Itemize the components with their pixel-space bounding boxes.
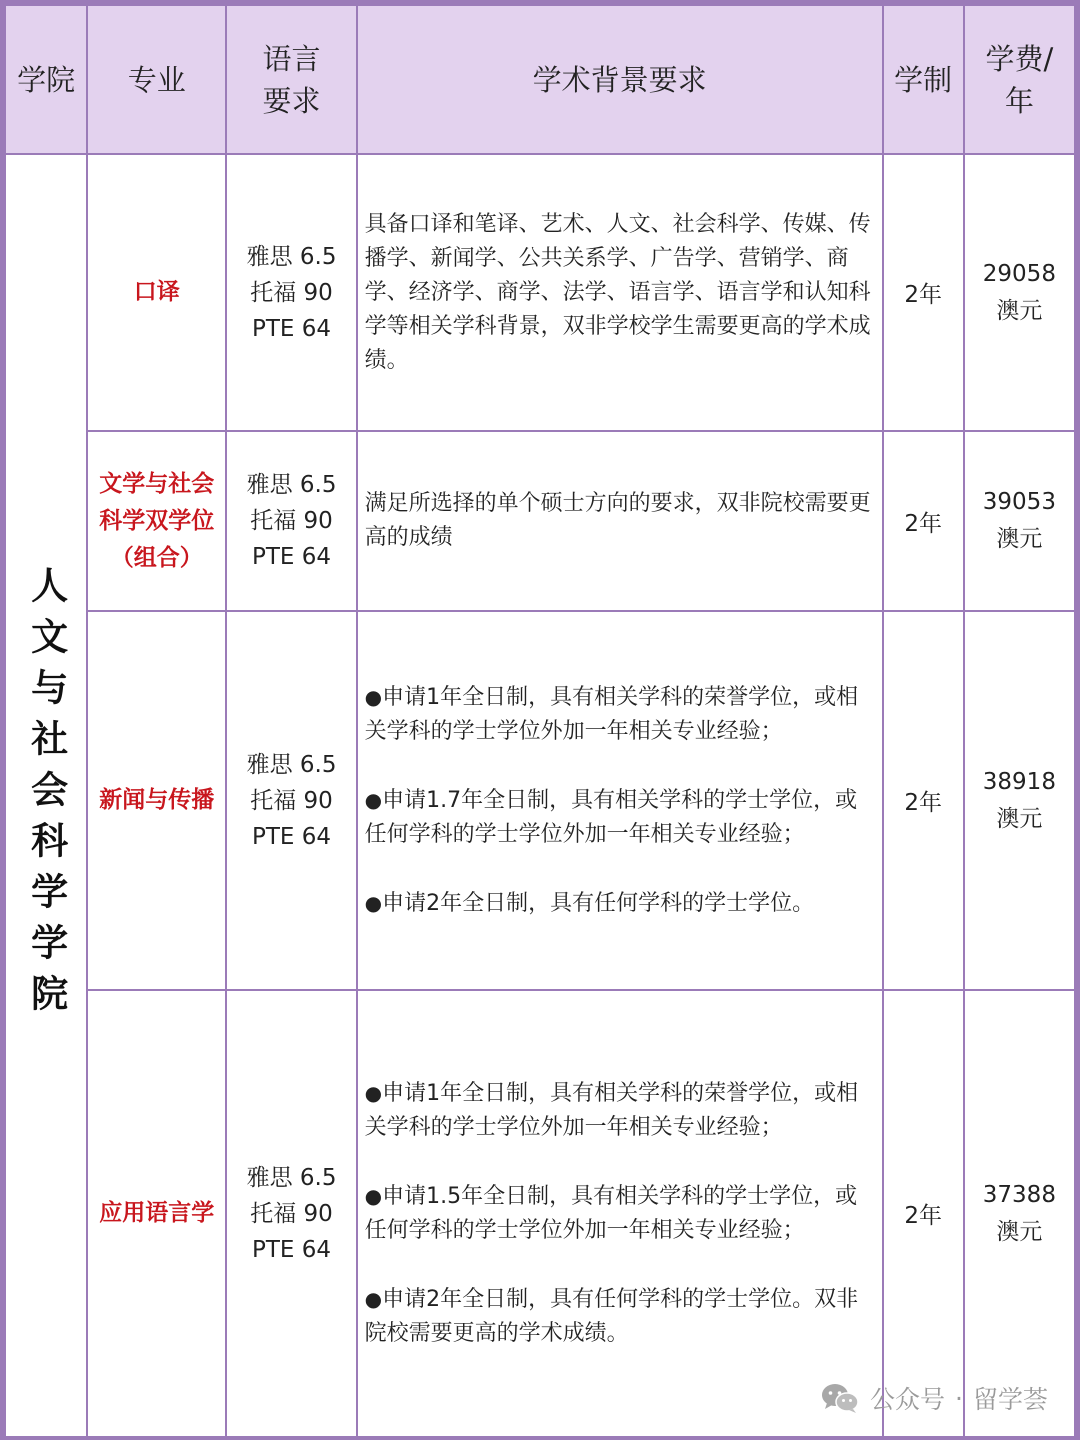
fee-currency: 澳元 <box>996 805 1043 832</box>
academic-requirements <box>357 611 883 990</box>
language-requirements <box>226 611 356 990</box>
bullet-icon: ● <box>364 1081 383 1105</box>
requirement-item <box>365 680 874 749</box>
table-row <box>5 154 1075 431</box>
pte-requirement: PTE 64 <box>251 823 332 850</box>
requirement-item <box>365 886 874 921</box>
ielts-requirement: 雅思 6.5 <box>246 472 337 498</box>
wechat-icon <box>820 1382 860 1414</box>
header-language-line1: 语言 <box>262 41 321 76</box>
requirement-text: 具备口译和笔译、艺术、人文、社会科学、传媒、传播学、新闻学、公共关系学、广告学、营销学、商学、经济学、商学、法学、语言学、语言学和认知科学等相关学科背景，双非学校学生需要更高的学术成绩。 <box>364 211 871 373</box>
header-fee-line1: 学费/ <box>985 41 1054 76</box>
annual-fee <box>964 611 1075 990</box>
toefl-requirement: 托福 90 <box>250 787 333 814</box>
academic-requirements <box>357 431 883 611</box>
program-requirements-table <box>4 4 1076 1438</box>
requirement-text: 申请2年全日制，具有任何学科的学士学位。双非院校需要更高的学术成绩。 <box>364 1287 859 1346</box>
bullet-icon: ● <box>364 685 383 709</box>
bullet-icon: ● <box>364 788 383 812</box>
fee-amount: 37388 <box>982 1181 1056 1208</box>
fee-amount: 29058 <box>982 260 1056 287</box>
fee-amount: 39053 <box>982 489 1056 515</box>
fee-currency: 澳元 <box>996 526 1043 552</box>
annual-fee <box>964 990 1075 1437</box>
table-row <box>5 611 1075 990</box>
toefl-requirement: 托福 90 <box>250 508 333 534</box>
requirement-text: 申请2年全日制，具有任何学科的学士学位。 <box>382 891 815 916</box>
pte-requirement: PTE 64 <box>251 1236 332 1263</box>
bullet-icon: ● <box>364 1184 383 1208</box>
table-row <box>5 431 1075 611</box>
toefl-requirement: 托福 90 <box>250 279 333 306</box>
watermark-account: 留学荟 <box>972 1385 1048 1414</box>
language-requirements <box>226 990 356 1437</box>
major-name: 文学与社会科学双学位（组合） <box>87 431 226 611</box>
major-name: 口译 <box>87 154 226 431</box>
requirement-text: 申请1.5年全日制，具有相关学科的学士学位，或任何学科的学士学位外加一年相关专业经验； <box>364 1184 858 1243</box>
academic-requirements <box>357 990 883 1437</box>
requirement-item <box>365 1179 874 1248</box>
pte-requirement: PTE 64 <box>251 544 332 570</box>
header-fee-line2: 年 <box>1004 83 1034 118</box>
program-duration: 2年 <box>883 431 964 611</box>
header-academic: 学术背景要求 <box>357 5 883 154</box>
header-duration: 学制 <box>883 5 964 154</box>
program-duration: 2年 <box>883 990 964 1437</box>
college-name: 人文与社会科学学院 <box>24 566 68 1025</box>
ielts-requirement: 雅思 6.5 <box>246 1164 337 1191</box>
fee-currency: 澳元 <box>996 1218 1043 1245</box>
header-fee <box>964 5 1075 154</box>
requirement-text: 申请1.7年全日制，具有相关学科的学士学位，或任何学科的学士学位外加一年相关专业经验； <box>364 788 858 847</box>
watermark-separator: · <box>955 1383 963 1413</box>
requirement-text: 申请1年全日制，具有相关学科的荣誉学位，或相关学科的学士学位外加一年相关专业经验； <box>364 1081 859 1140</box>
requirement-item <box>365 1282 874 1351</box>
requirement-text: 满足所选择的单个硕士方向的要求，双非院校需要更高的成绩 <box>364 491 871 550</box>
watermark-prefix: 公众号 <box>870 1385 946 1414</box>
header-language <box>226 5 356 154</box>
annual-fee <box>964 154 1075 431</box>
header-college: 学院 <box>5 5 87 154</box>
fee-amount: 38918 <box>982 768 1056 795</box>
ielts-requirement: 雅思 6.5 <box>246 751 337 778</box>
major-name: 应用语言学 <box>87 990 226 1437</box>
table-row <box>5 990 1075 1437</box>
header-language-line2: 要求 <box>262 83 321 118</box>
language-requirements <box>226 431 356 611</box>
pte-requirement: PTE 64 <box>251 315 332 342</box>
bullet-icon: ● <box>364 891 383 915</box>
header-major: 专业 <box>87 5 226 154</box>
requirement-item <box>365 783 874 852</box>
table-header-row <box>5 5 1075 154</box>
language-requirements <box>226 154 356 431</box>
program-duration: 2年 <box>883 611 964 990</box>
watermark <box>820 1380 1048 1416</box>
requirement-item <box>365 1076 874 1145</box>
annual-fee <box>964 431 1075 611</box>
college-cell <box>5 154 87 1437</box>
program-duration: 2年 <box>883 154 964 431</box>
requirement-text: 申请1年全日制，具有相关学科的荣誉学位，或相关学科的学士学位外加一年相关专业经验； <box>364 685 859 744</box>
bullet-icon: ● <box>364 1287 383 1311</box>
fee-currency: 澳元 <box>996 297 1043 324</box>
toefl-requirement: 托福 90 <box>250 1200 333 1227</box>
academic-requirements <box>357 154 883 431</box>
major-name: 新闻与传播 <box>87 611 226 990</box>
ielts-requirement: 雅思 6.5 <box>246 243 337 270</box>
